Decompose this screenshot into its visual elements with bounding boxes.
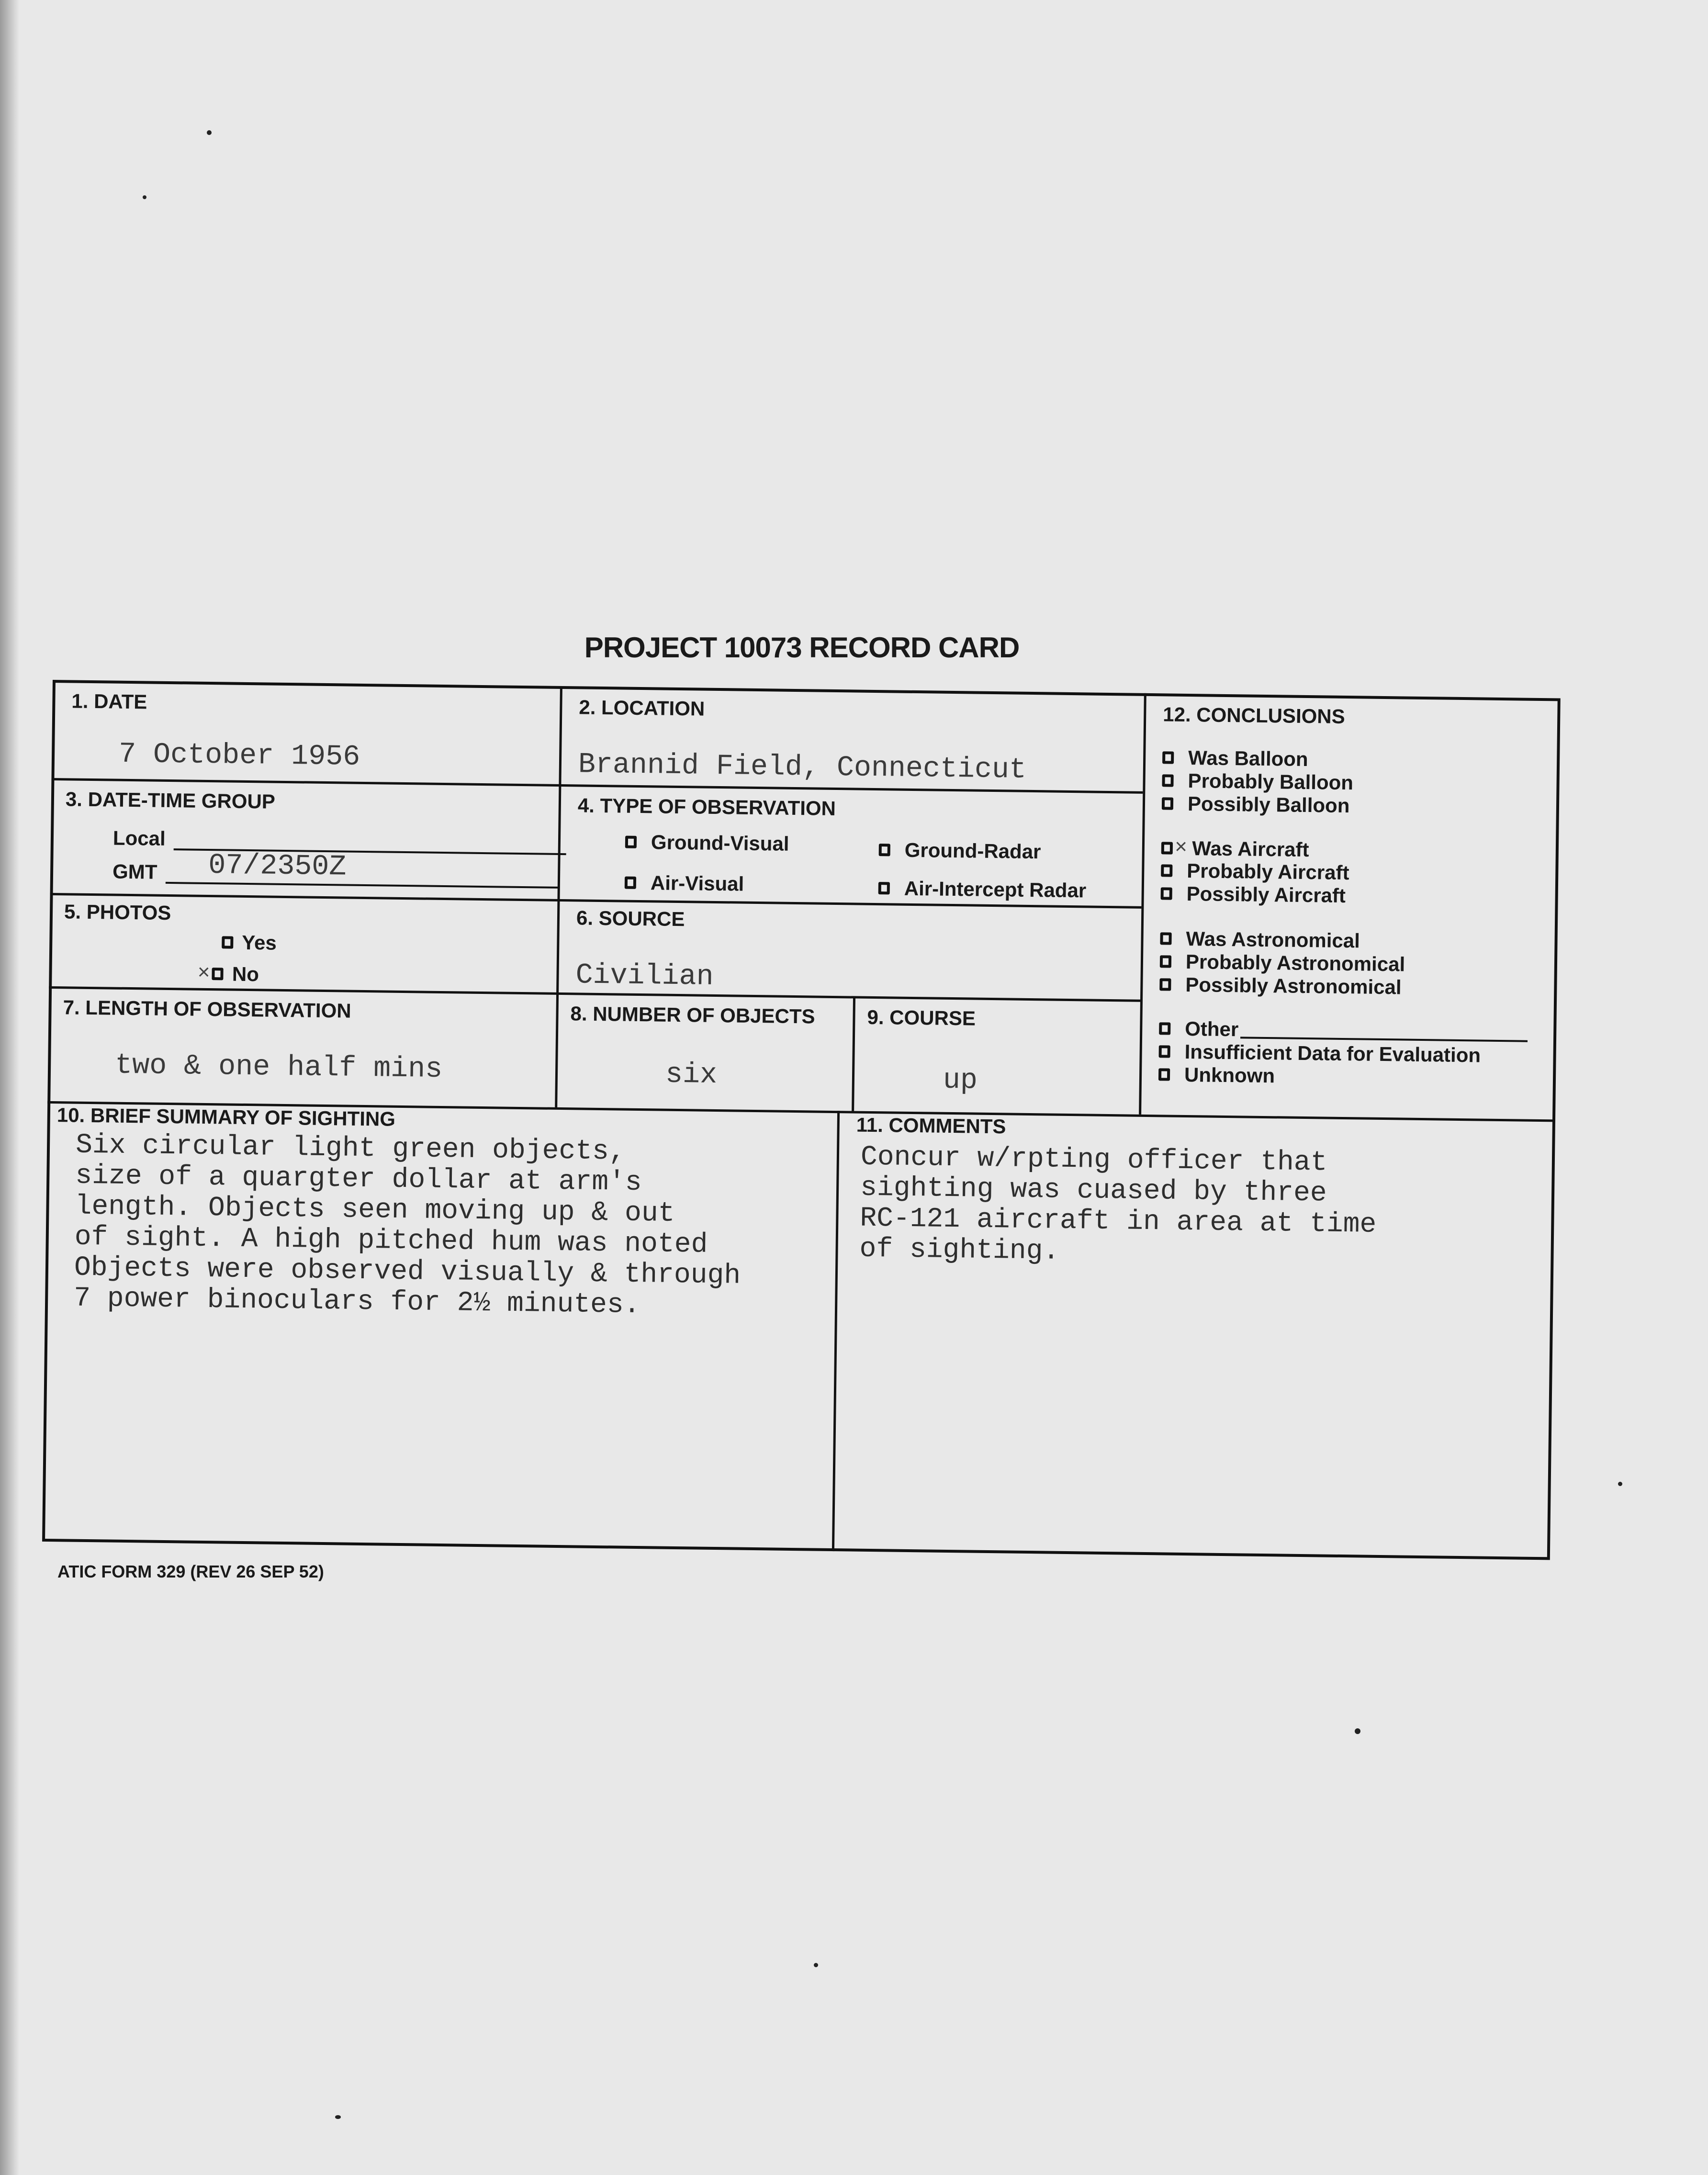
comment-line: RC-121 aircraft in area at time [859, 1203, 1377, 1240]
conclusion-label: Other [1184, 1017, 1239, 1041]
conclusion-label: Probably Astronomical [1185, 950, 1405, 976]
option-label: Ground-Visual [651, 831, 789, 855]
conclusion-label: Possibly Astronomical [1185, 973, 1402, 999]
gmt-label-text: GMT [112, 860, 157, 883]
local-label-text: Local [112, 826, 166, 850]
location-value: Brannid Field, Connecticut [578, 748, 1027, 787]
length-value: two & one half mins [114, 1049, 443, 1086]
checkbox-icon [625, 877, 636, 889]
conclusion-label: Probably Balloon [1188, 769, 1354, 794]
location-label: 2. LOCATION [579, 696, 705, 720]
checkbox-icon [1159, 1045, 1170, 1058]
photos-no[interactable] [197, 962, 259, 987]
speck [207, 130, 212, 135]
summary-line: of sight. A high pitched hum was noted [74, 1221, 708, 1261]
conclusion-insufficient-data[interactable] [1158, 1040, 1481, 1067]
summary-line: Objects were observed visually & through [74, 1252, 741, 1292]
conclusion-probably-astronomical[interactable] [1160, 950, 1405, 976]
checkbox-icon [1161, 842, 1173, 854]
source-label: 6. SOURCE [576, 906, 685, 931]
option-label: Air-Visual [650, 871, 744, 895]
x-mark-icon: × [197, 961, 211, 986]
checkbox-icon [222, 936, 233, 948]
speck [143, 195, 146, 199]
checkbox-icon [625, 836, 637, 848]
option-label: Air-Intercept Radar [904, 877, 1087, 902]
record-card [42, 680, 1560, 1589]
conclusion-label: Unknown [1184, 1063, 1275, 1087]
option-air-intercept-radar[interactable] [878, 877, 1087, 902]
conclusion-was-balloon[interactable] [1162, 746, 1308, 771]
conclusion-possibly-balloon[interactable] [1162, 792, 1350, 817]
conclusion-label: Possibly Aircraft [1186, 882, 1346, 907]
other-underline [1240, 1020, 1528, 1042]
conclusion-was-aircraft[interactable] [1161, 836, 1309, 862]
option-label: Ground-Radar [904, 838, 1041, 863]
photos-yes[interactable] [222, 931, 277, 954]
checkbox-icon [878, 882, 890, 894]
comment-line: of sighting. [859, 1233, 1060, 1267]
comments-text [859, 1142, 1377, 1271]
conclusion-probably-aircraft[interactable] [1161, 859, 1349, 884]
summary-label: 10. BRIEF SUMMARY OF SIGHTING [56, 1104, 396, 1130]
speck [1618, 1482, 1622, 1486]
option-label: No [232, 962, 259, 986]
conclusion-label: Was Astronomical [1186, 927, 1360, 952]
checkbox-icon [1159, 978, 1171, 991]
gmt-value: 07/2350Z [208, 849, 347, 884]
summary-line: size of a quargter dollar at arm's [75, 1160, 642, 1199]
checkbox-icon [1158, 1068, 1170, 1081]
x-mark-icon: × [1174, 836, 1188, 860]
conclusion-unknown[interactable] [1158, 1063, 1275, 1087]
course-label: 9. COURSE [867, 1005, 976, 1030]
option-label: Yes [242, 931, 277, 954]
conclusions-label: 12. CONCLUSIONS [1163, 703, 1345, 728]
photos-label: 5. PHOTOS [64, 900, 171, 924]
source-value: Civilian [575, 959, 714, 993]
checkbox-icon [1160, 955, 1171, 968]
checkbox-icon [1161, 887, 1172, 900]
conclusion-label: Probably Aircraft [1187, 859, 1349, 884]
checkbox-icon [1162, 797, 1173, 810]
card-title: PROJECT 10073 RECORD CARD [584, 631, 1020, 664]
summary-line: length. Objects seen moving up & out [75, 1191, 675, 1229]
conclusion-label: Was Balloon [1188, 746, 1308, 771]
conclusion-label: Was Aircraft [1192, 837, 1309, 861]
conclusion-probably-balloon[interactable] [1162, 769, 1353, 794]
conclusion-label: Possibly Balloon [1187, 792, 1350, 817]
summary-line: 7 power binoculars for 2½ minutes. [73, 1283, 640, 1321]
dtg-label: 3. DATE-TIME GROUP [65, 788, 276, 813]
date-label: 1. DATE [71, 689, 147, 713]
checkbox-icon [1162, 774, 1173, 787]
option-ground-visual[interactable] [625, 831, 789, 856]
summary-line: Six circular light green objects, [75, 1129, 626, 1168]
comment-line: sighting was cuased by three [860, 1172, 1327, 1209]
checkbox-icon [879, 844, 890, 856]
checkbox-icon [1161, 864, 1172, 877]
comment-line: Concur w/rpting officer that [860, 1141, 1327, 1179]
checkbox-icon [1159, 1022, 1170, 1035]
type-obs-label: 4. TYPE OF OBSERVATION [577, 794, 836, 820]
checkbox-icon [1160, 932, 1171, 945]
conclusion-label: Insufficient Data for Evaluation [1184, 1040, 1481, 1067]
length-label: 7. LENGTH OF OBSERVATION [63, 996, 351, 1022]
checkbox-icon [212, 968, 224, 980]
conclusion-was-astronomical[interactable] [1160, 927, 1360, 952]
date-value: 7 October 1956 [118, 738, 360, 774]
comments-label: 11. COMMENTS [856, 1113, 1006, 1138]
speck [814, 1963, 818, 1967]
conclusion-possibly-astronomical[interactable] [1159, 973, 1402, 999]
course-value: up [943, 1064, 978, 1097]
num-objects-label: 8. NUMBER OF OBJECTS [570, 1002, 815, 1028]
page-edge-shadow [0, 0, 19, 2175]
num-objects-value: six [665, 1058, 718, 1092]
option-air-visual[interactable] [625, 871, 744, 896]
form-id: ATIC FORM 329 (REV 26 SEP 52) [57, 1562, 324, 1581]
speck [1355, 1728, 1360, 1734]
option-ground-radar[interactable] [878, 838, 1041, 863]
conclusion-possibly-aircraft[interactable] [1160, 882, 1346, 907]
speck [335, 2115, 341, 2119]
checkbox-icon [1162, 751, 1174, 764]
summary-text [74, 1130, 742, 1322]
